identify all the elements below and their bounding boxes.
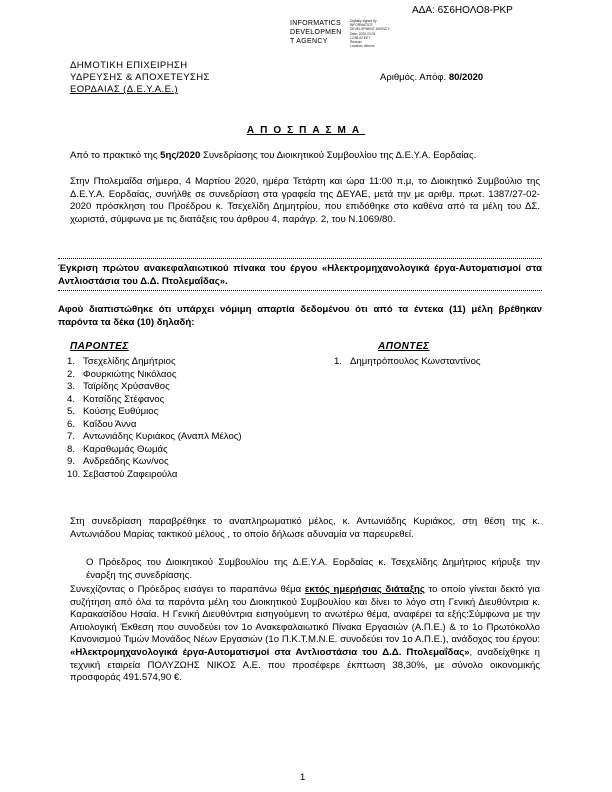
document-title: ΑΠΟΣΠΑΣΜΑ <box>246 125 366 136</box>
ada-code: ΑΔΑ: 6Σ6ΗΟΛΟ8-ΡΚΡ <box>412 5 513 16</box>
list-item: 2. Φουρκιώτης Νικόλαος <box>67 368 177 380</box>
list-item: 1. Δημητρόπουλος Κωνσταντίνος <box>334 356 481 367</box>
list-item: 10. Σεβαστού Ζαφειρούλα <box>67 468 178 480</box>
stamp-line-1: INFORMATICS <box>290 20 342 27</box>
body-paragraph-2: Ο Πρόεδρος του Διοικητικού Συμβουλίου της Δ.Ε.Υ.Α. Εορδαίας κ. Τσεχελίδης Δημήτριος κήρυξε την έναρξη της συνεδρίασης. <box>86 557 540 581</box>
absent-header: ΑΠΟΝΤΕΣ <box>378 341 430 352</box>
decision-number: Αριθμός. Απόφ. 80/2020 <box>380 72 484 83</box>
list-item: 3. Ταϊρίδης Χρύσανθος <box>67 381 170 392</box>
stamp-line-2: DEVELOPMEN <box>290 29 342 36</box>
absent-list <box>334 356 481 369</box>
page-number: 1 <box>300 772 306 783</box>
org-line-2: ΥΔΡΕΥΣΗΣ & ΑΠΟΧΕΤΕΥΣΗΣ <box>70 72 210 83</box>
list-item: 5. Κούσης Ευθύμιος <box>67 406 159 417</box>
stamp-fine-print: Digitally signed by INFORMATICS DEVELOPMENT AGENCY Date: 2020.03.05 12:58:52 EET Reason: Location: Athens <box>350 19 390 49</box>
org-line-3: ΕΟΡΔΑΙΑΣ (Δ.Ε.Υ.Α.Ε.) <box>70 84 178 95</box>
intro-paragraph-1: Από το πρακτικό της 5ης/2020 Συνεδρίασης του Διοικητικού Συμβουλίου της Δ.Ε.Υ.Α. Εορδαίας. <box>70 150 477 161</box>
list-item: 6. Καΐδου Άννα <box>67 418 137 430</box>
list-item: 8. Καραθωμάς Θωμάς <box>67 443 168 455</box>
present-header: ΠΑΡΟΝΤΕΣ <box>70 341 129 352</box>
divider-2 <box>58 290 542 291</box>
list-item: 9. Ανδρεάδης Κων/νος <box>67 456 169 467</box>
intro-paragraph-2: Στην Πτολεμαΐδα σήμερα, 4 Μαρτίου 2020, ημέρα Τετάρτη και ώρα 11:00 π.μ, το Διοικητικό Συμβούλιο της Δ.Ε.Υ.Α. Εορδαίας, συνήλθε σε συνεδρίαση στα γραφεία της ΔΕΥΑΕ, μετά την με αριθμ. πρωτ. 1387/27-02-2020 πρόσκληση του Προέδρου κ. Τσεχελίδη Δημητρίου, που επιδόθηκε στο καθένα από τα μέλη του ΔΣ. χωριστά, σύμφωνα με τις διατάξεις του άρθρου 4, παράγρ. 2, του Ν.1069/80. <box>70 176 540 225</box>
signature-stamp <box>290 19 420 59</box>
list-item: 4. Κοτσίδης Στέφανος <box>67 393 165 405</box>
list-item: 1. Τσεχελίδης Δημήτριος <box>67 356 176 367</box>
organization-header <box>70 60 210 96</box>
stamp-line-3: T AGENCY <box>290 38 328 45</box>
quorum-statement: Αφού διαπιστώθηκε ότι υπάρχει νόμιμη απαρτία δεδομένου ότι από τα έντεκα (11) μέλη βρέθηκαν παρόντα τα δέκα (10) δηλαδή: <box>58 304 542 328</box>
subject: Έγκριση πρώτου ανακεφαλαιωτικού πίνακα του έργου «Ηλεκτρομηχανολογικά έργα-Αυτοματισμοί στα Αντλιοστάσια του Δ.Δ. Πτολεμαΐδας». <box>58 263 542 287</box>
present-list <box>67 356 242 481</box>
org-line-1: ΔΗΜΟΤΙΚΗ ΕΠΙΧΕΙΡΗΣΗ <box>70 60 188 71</box>
list-item: 7. Αντωνιάδης Κυριάκος (Αναπλ Μέλος) <box>67 431 242 442</box>
divider-1 <box>58 258 542 259</box>
body-paragraph-1: Στη συνεδρίαση παραβρέθηκε το αναπληρωματικό μέλος, κ. Αντωνιάδης Κυριάκος, στη θέση της κ. Αντωνιάδου Μαρίας τακτικού μέλους , το οποίο δήλωσε αδυναμία να παρευρεθεί. <box>70 516 540 540</box>
body-paragraph-3: Συνεχίζοντας ο Πρόεδρος εισάγει το παραπάνω θέμα εκτός ημερήσιας διάταξης το οποίο γίνεται δεκτό για συζήτηση από όλα τα παρόντα μέλη του Διοικητικού Συμβουλίου και δίνει το λόγο στη Γενική Διευθύντρια κ. Καρακασίδου Ησαία. Η Γενική Διευθύντρια εισηγούμενη το ανωτέρω θέμα, αναφέρει τα εξής:Σύμφωνα με την Αιτιολογική Έκθεση που συνοδεύει τον 1ο Ανακεφαλαιωτικό Πίνακα Εργασιών (Α.Π.Ε.) & το 1ο Πρωτόκολλο Κανονισμού Τιμών Μονάδος Νέων Εργασιών (1ο Π.Κ.Τ.Μ.Ν.Ε. συνοδεύει τον 1ο Α.Π.Ε.), ανάδοχος του έργου: «Ηλεκτρομηχανολογικά έργα-Αυτοματισμοί στα Αντλιοστάσια του Δ.Δ. Πτολεμαΐδας», αναδείχθηκε η τεχνική εταιρεία ΠΟΛΥΖΩΗΣ ΝΙΚΟΣ Α.Ε. που προσέφερε έκπτωση 38,30%, με σύνολο οικονομικής προσφοράς 491.574,90 €. <box>70 584 540 684</box>
